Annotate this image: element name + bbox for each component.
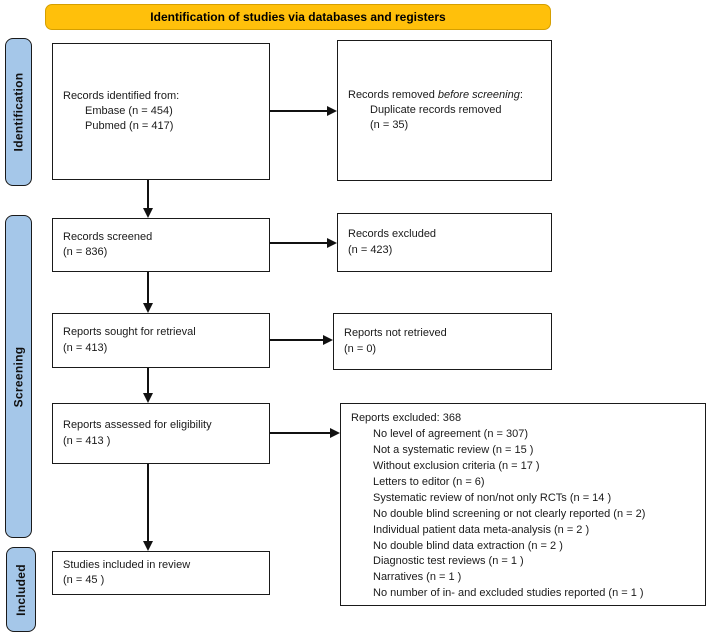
box-line: Duplicate records removed (370, 103, 502, 116)
box-line: (n = 423) (348, 243, 393, 256)
box-line: Reports assessed for eligibility (63, 419, 212, 432)
box-reports-assessed (52, 403, 270, 464)
excluded-reason-item: No level of agreement (n = 307) (373, 427, 529, 440)
arrow-line (270, 339, 324, 341)
box-line: Reports not retrieved (344, 327, 447, 340)
arrow-head-icon (330, 428, 340, 438)
box-line-text: : (519, 88, 523, 101)
arrow-head-icon (143, 208, 153, 218)
excluded-reason-item: Diagnostic test reviews (n = 1 ) (373, 555, 524, 568)
box-line: (n = 35) (370, 119, 409, 132)
arrow-line (270, 242, 328, 244)
excluded-reason-item: Narratives (n = 1 ) (373, 571, 462, 584)
excluded-reason-item: Not a systematic review (n = 15 ) (373, 443, 534, 456)
arrow-line (147, 180, 149, 210)
box-line: (n = 0) (344, 342, 377, 355)
stage-label-included-text: Included (14, 563, 28, 616)
stage-label-identification (5, 38, 32, 186)
arrow-head-icon (143, 303, 153, 313)
excluded-reason-item: No double blind screening or not clearly reported (n = 2) (373, 507, 646, 520)
excluded-reason-item: No double blind data extraction (n = 2 ) (373, 539, 563, 552)
arrow-head-icon (143, 393, 153, 403)
box-records-screened (52, 218, 270, 272)
box-line (348, 88, 543, 103)
stage-label-screening (5, 215, 32, 538)
box-line: (n = 413 ) (63, 434, 111, 447)
box-records-excluded (337, 213, 552, 272)
box-line: Records screened (63, 230, 153, 243)
box-line: (n = 45 ) (63, 574, 105, 586)
arrow-line (270, 110, 328, 112)
excluded-reason-item: Without exclusion criteria (n = 17 ) (373, 459, 540, 472)
box-reports-not-retrieved (333, 313, 552, 370)
stage-label-included (6, 547, 36, 632)
arrow-head-icon (327, 106, 337, 116)
box-line: Embase (n = 454) (85, 104, 173, 117)
box-line: Pubmed (n = 417) (85, 120, 174, 133)
excluded-reason-item: No number of in- and excluded studies reported (n = 1 ) (373, 587, 644, 600)
arrow-line (147, 464, 149, 542)
arrow-head-icon (143, 541, 153, 551)
banner-identification-via-databases: Identification of studies via databases and registers (45, 4, 551, 30)
box-reports-excluded-reasons (340, 403, 706, 606)
box-line: Records excluded (348, 228, 437, 241)
arrow-line (147, 368, 149, 394)
box-records-removed (337, 40, 552, 181)
box-studies-included (52, 551, 270, 595)
box-line: (n = 413) (63, 341, 108, 354)
excluded-reason-item: Letters to editor (n = 6) (373, 475, 485, 488)
arrow-head-icon (327, 238, 337, 248)
arrow-line (270, 432, 331, 434)
stage-label-identification-text: Identification (11, 72, 26, 152)
excluded-reason-item: Systematic review of non/not only RCTs (n = 14 ) (373, 491, 612, 504)
box-reports-sought (52, 313, 270, 368)
box-line-italic-text: before screening (437, 88, 520, 101)
box-records-identified (52, 43, 270, 180)
box-line: (n = 836) (63, 246, 108, 258)
box-heading: Reports excluded: 368 (351, 412, 462, 424)
arrow-head-icon (323, 335, 333, 345)
box-line: Records identified from: (63, 89, 180, 102)
box-line-text: Records removed (348, 88, 438, 101)
stage-label-screening-text: Screening (11, 346, 26, 407)
box-line: Reports sought for retrieval (63, 326, 196, 339)
excluded-reason-item: Individual patient data meta-analysis (n = 2 ) (373, 523, 590, 536)
arrow-line (147, 272, 149, 304)
box-line: Studies included in review (63, 558, 191, 571)
